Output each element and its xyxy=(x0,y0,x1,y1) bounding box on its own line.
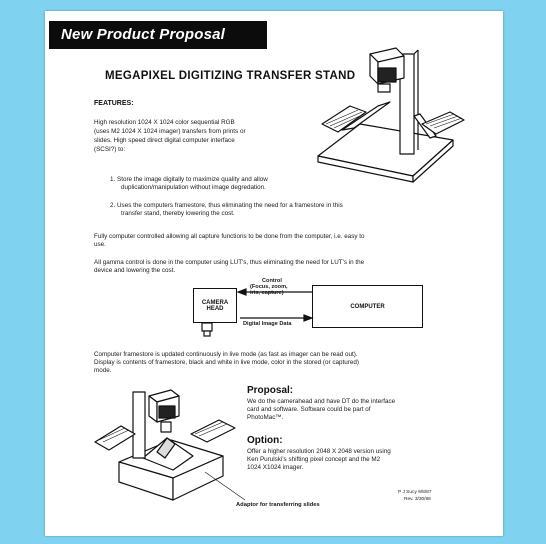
computer-box xyxy=(312,285,423,328)
option-text: 1024 X1024 imager. xyxy=(247,464,304,471)
features-intro-line: slides. High speed direct digital computer interface xyxy=(94,137,235,144)
option-text: Offer a higher resolution 2048 X 2048 version using xyxy=(247,448,391,455)
author-signature: P J Sucy 9/8/87 xyxy=(398,490,432,495)
control-label: (Focus, zoom, xyxy=(250,284,288,290)
camera-head-label: CAMERA xyxy=(201,299,229,306)
features-intro-line: High resolution 1024 X 1024 color sequential RGB xyxy=(94,119,235,126)
illustration-caption: Adaptor for transferring slides xyxy=(236,502,320,508)
computer-label: COMPUTER xyxy=(350,303,385,310)
feature-item-1: duplication/manipulation without image degredation. xyxy=(121,184,266,191)
transfer-stand-illustration xyxy=(318,44,468,176)
feature-item-2: 2. Uses the computers framestore, thus eliminating the need for a framestore in this xyxy=(110,202,343,209)
option-text: Ken Purulski's shifting pixel concept and the M2 xyxy=(247,456,381,463)
banner-title: New Product Proposal xyxy=(49,21,267,49)
features-intro-line: (uses M2 1024 X 1024 imager) transfers from prints or xyxy=(94,128,246,135)
proposal-text: card and software. Software could be part of xyxy=(247,406,371,413)
framestore-paragraph: mode. xyxy=(94,367,112,374)
control-label: iris, capture) xyxy=(250,290,284,296)
control-label: Control xyxy=(262,278,282,284)
proposal-text: We do the camerahead and have DT do the interface xyxy=(247,398,396,405)
feature-item-1: 1. Store the image digitally to maximize quality and allow xyxy=(110,176,268,183)
features-heading: FEATURES: xyxy=(94,100,134,107)
revision-date: Rev. 3/30/88 xyxy=(404,497,431,502)
framestore-paragraph: Computer framestore is updated continuously in live mode (as fast as imager can be read out). xyxy=(94,351,358,358)
document-title: MEGAPIXEL DIGITIZING TRANSFER STAND xyxy=(105,70,356,82)
control-paragraph: use. xyxy=(94,241,106,248)
gamma-paragraph: device and lowering the cost. xyxy=(94,267,176,274)
features-intro-line: (SCSI?) to: xyxy=(94,146,126,153)
proposal-text: PhotoMac™. xyxy=(247,414,284,421)
digital-data-label: Digital Image Data xyxy=(243,321,292,327)
control-paragraph: Fully computer controlled allowing all capture functions to be done from the computer, i.e. easy to xyxy=(94,233,365,240)
camera-head-label: HEAD xyxy=(206,305,224,312)
feature-item-2: transfer stand, thereby lowering the cost. xyxy=(121,210,235,217)
option-heading: Option: xyxy=(247,435,283,446)
framestore-paragraph: Display is contents of framestore, black and white in live mode, color in the stored (or captured) xyxy=(94,359,359,366)
gamma-paragraph: All gamma control is done in the computer using LUT's, thus eliminating the need for LUT's in the xyxy=(94,259,365,266)
slide-adaptor-illustration xyxy=(95,382,240,500)
proposal-heading: Proposal: xyxy=(247,385,294,396)
